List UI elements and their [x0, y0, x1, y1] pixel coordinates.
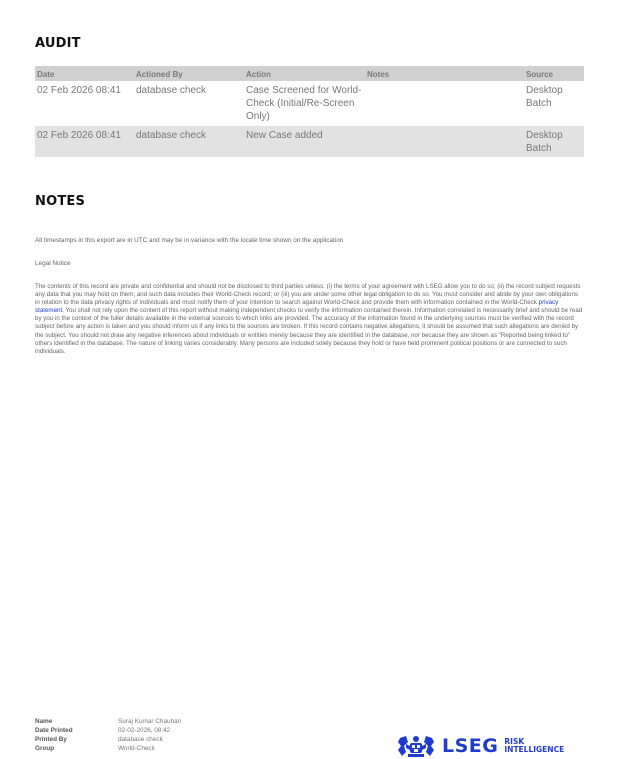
audit-table [35, 66, 584, 157]
name-label: Name [35, 718, 53, 725]
table-row [35, 81, 584, 126]
cell-date: 02 Feb 2026 08:41 [35, 126, 134, 157]
lseg-wordmark: LSEG [442, 735, 499, 757]
legal-notice-title: Legal Notice [35, 260, 71, 267]
cell-source: Desktop Batch [526, 85, 563, 109]
group-value: World-Check [118, 745, 155, 752]
legal-text-part-2: . You shall not rely upon the content of this report without making independent checks to verify the information contained therein. Information correlated is necessarily brief and should be read by you in the context of the fuller details available in the external sources to which links are provided. The accuracy of the information found in the underlying sources must be verified with the record subject before any action is taken and you should inform us if any links to the sources are broken. If this record contains negative allegations, it should be assumed that such allegations are denied by the subject. You should not draw any negative inferences about individuals or entities merely because they are identified in the database, nor because they are shown as "Reported being linked to" others identified in the database. The nature of linking varies considerably. Many persons are included solely because they hold or have held prominent political positions or are connected to such individuals. [35, 307, 583, 355]
table-row [35, 126, 584, 157]
cell-actioned-by: database check [134, 126, 244, 157]
group-label: Group [35, 745, 55, 752]
col-header-date: Date [35, 66, 134, 81]
cell-source: Desktop Batch [524, 126, 584, 157]
logo-sub-line-1: RISK [504, 737, 525, 746]
printed-by-label: Printed By [35, 736, 67, 743]
notes-section-title: NOTES [35, 194, 86, 209]
cell-actioned-by: database check [136, 85, 207, 96]
audit-header-row [35, 66, 584, 81]
col-header-source: Source [524, 66, 584, 81]
privacy-statement-link[interactable]: privacy statement [35, 299, 559, 315]
date-printed-label: Date Printed [35, 727, 73, 734]
lseg-logo [396, 733, 564, 759]
print-metadata [35, 717, 181, 753]
utc-timestamp-note: All timestamps in this export are in UTC and may be in variance with the locale time shown on the application [35, 237, 344, 244]
logo-sub-line-2: INTELLIGENCE [504, 745, 565, 754]
legal-text-part-1: The contents of this record are private and confidential and should not be disclosed to third parties unless: (i) the terms of your agreement with LSEG allow you to do so; (ii) the record subject requests any data that you may hold on them, and such data includes their World-Check record; or (iii) you are under some other legal obligation to do so. You must consider and abide by your own obligations in relation to the data privacy rights of individuals and must notify them of your intention to search against World-Check and provide them with information contained in the World-Check [35, 283, 581, 307]
cell-date: 02 Feb 2026 08:41 [37, 85, 121, 96]
risk-intelligence-label [504, 738, 564, 754]
printed-by-value: database check [118, 736, 163, 743]
cell-action: New Case added [244, 126, 365, 157]
col-header-notes: Notes [365, 66, 524, 81]
cell-notes [365, 126, 524, 157]
date-printed-value: 02-02-2026, 08:42 [118, 727, 171, 734]
cell-action: Case Screened for World-Check (Initial/Re-Screen Only) [246, 85, 362, 122]
name-value: Suraj Kumar Chauhan [118, 718, 182, 725]
legal-notice-body [35, 283, 583, 356]
col-header-actioned-by: Actioned By [134, 66, 244, 81]
audit-section-title: AUDIT [35, 36, 81, 51]
col-header-action: Action [244, 66, 365, 81]
lseg-crest-icon [396, 734, 436, 758]
cell-notes [365, 81, 524, 126]
